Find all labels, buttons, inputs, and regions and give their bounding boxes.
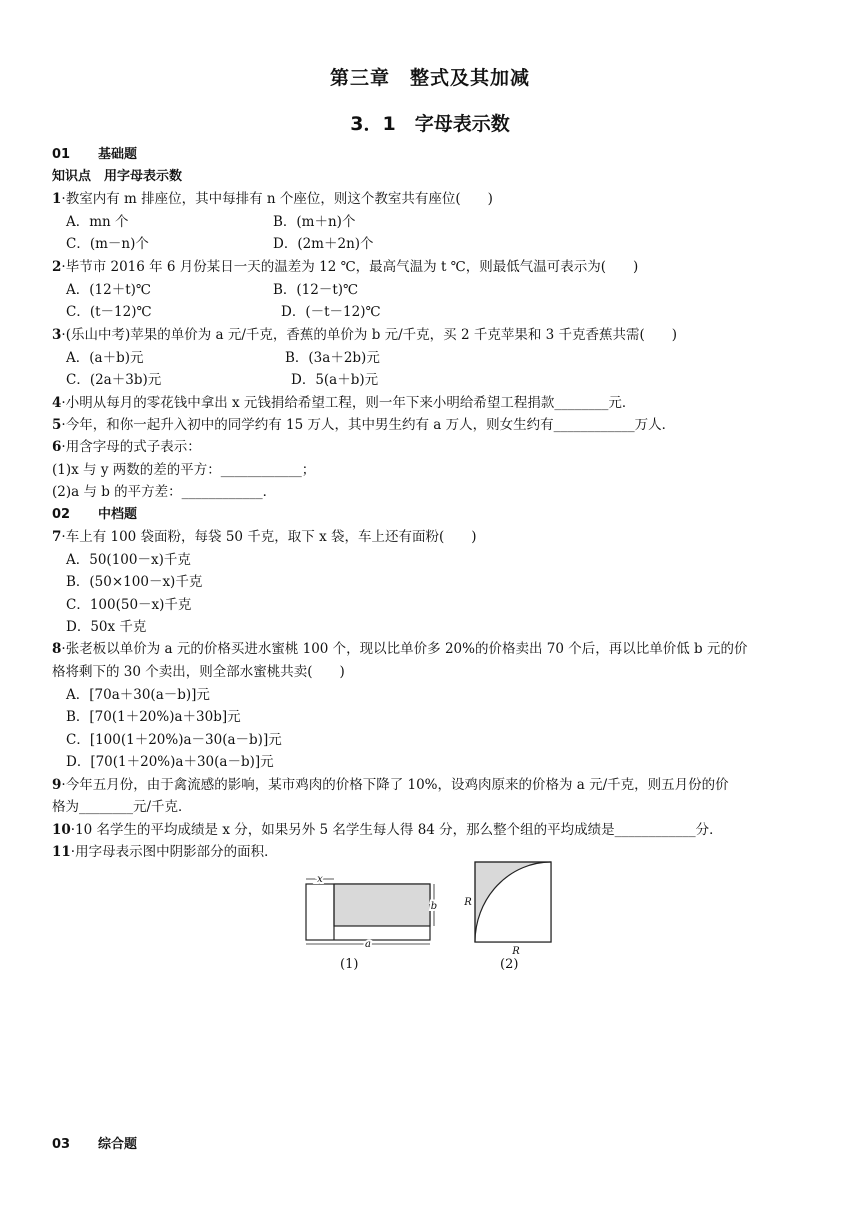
question-3 <box>52 326 677 344</box>
question-text-line-1: ·张老板以单价为 a 元的价格买进水蜜桃 100 个，现以比单价多 20%的价格卖出 70 个后，再以比单价低 b 元的价 <box>61 641 748 657</box>
question-number: 3 <box>52 327 62 343</box>
chapter-title: 第三章 整式及其加减 <box>329 67 530 89</box>
part-label: 中档题 <box>98 507 138 522</box>
part-label: 基础题 <box>98 147 138 162</box>
question-number: 7 <box>52 529 62 545</box>
q8-option-d: D．[70(1＋20%)a＋30(a－b)]元 <box>66 754 274 770</box>
part-basic-heading <box>52 146 137 164</box>
part-number: 01 <box>52 147 71 162</box>
question-10 <box>52 821 723 839</box>
question-text: ·教室内有 m 排座位，其中每排有 n 个座位，则这个教室共有座位( ) <box>61 191 493 207</box>
section-title: 3．1 字母表示数 <box>350 113 510 135</box>
figure-1-caption: (1) <box>340 957 359 972</box>
label-r-bottom: R <box>512 946 520 957</box>
question-text: ·车上有 100 袋面粉，每袋 50 千克，取下 x 袋，车上还有面粉( ) <box>61 529 477 545</box>
question-number: 2 <box>52 259 62 275</box>
q3-option-d: D．5(a＋b)元 <box>291 372 379 388</box>
part-comprehensive-heading <box>52 1136 137 1154</box>
label-r-left: R <box>464 897 472 908</box>
q3-option-a: A．(a＋b)元 <box>66 350 144 366</box>
question-5 <box>52 416 675 434</box>
q7-option-b: B．(50×100－x)千克 <box>66 574 203 590</box>
question-number: 4 <box>52 395 62 411</box>
figure-2-quarter-circle-diagram <box>460 858 560 958</box>
question-8-line-2: 格将剩下的 30 个卖出，则全部水蜜桃共卖( ) <box>52 664 345 680</box>
q1-option-c: C．(m－n)个 <box>66 236 149 252</box>
question-9-line-2: 格为________元/千克． <box>52 799 192 815</box>
question-text: ·用字母表示图中阴影部分的面积． <box>70 844 278 860</box>
question-text: ·(乐山中考)苹果的单价为 a 元/千克，香蕉的单价为 b 元/千克，买 2 千克苹果和 3 千克香蕉共需( ) <box>61 327 678 343</box>
q2-option-a: A．(12＋t)℃ <box>66 282 151 298</box>
q8-option-a: A．[70a＋30(a－b)]元 <box>66 687 210 703</box>
q8-option-c: C．[100(1＋20%)a－30(a－b)]元 <box>66 732 282 748</box>
q1-option-b: B．(m＋n)个 <box>273 214 356 230</box>
q2-option-b: B．(12－t)℃ <box>273 282 359 298</box>
question-text: ·10 名学生的平均成绩是 x 分，如果另外 5 名学生每人得 84 分，那么整个组的平均成绩是____________分． <box>70 822 723 838</box>
figure-2-caption: (2) <box>500 957 519 972</box>
question-number: 11 <box>52 844 71 860</box>
q2-option-c: C．(t－12)℃ <box>66 304 152 320</box>
shaded-rectangle <box>334 884 430 926</box>
question-text: ·毕节市 2016 年 6 月份某日一天的温差为 12 ℃，最高气温为 t ℃，则最低气温可表示为( ) <box>61 259 639 275</box>
q8-option-b: B．[70(1＋20%)a＋30b]元 <box>66 709 241 725</box>
question-text: ·小明从每月的零花钱中拿出 x 元钱捐给希望工程，则一年下来小明给希望工程捐款________元． <box>61 395 636 411</box>
question-8 <box>52 640 747 658</box>
question-9 <box>52 776 729 794</box>
q7-option-a: A．50(100－x)千克 <box>66 552 191 568</box>
question-2 <box>52 258 638 276</box>
question-7 <box>52 528 477 546</box>
knowledge-point: 知识点 用字母表示数 <box>52 169 183 184</box>
question-6 <box>52 438 201 456</box>
question-number: 6 <box>52 439 62 455</box>
label-b: b <box>430 901 438 912</box>
q1-option-a: A．mn 个 <box>66 214 129 230</box>
question-number: 10 <box>52 822 71 838</box>
question-number: 8 <box>52 641 62 657</box>
question-number: 1 <box>52 191 62 207</box>
figure-1-rectangle-diagram <box>300 870 440 948</box>
part-number: 03 <box>52 1137 71 1152</box>
question-4 <box>52 394 635 412</box>
q2-option-d: D．(－t－12)℃ <box>281 304 381 320</box>
part-number: 02 <box>52 507 71 522</box>
label-x: x <box>317 874 323 885</box>
label-a: a <box>365 939 371 948</box>
question-text: ·用含字母的式子表示： <box>61 439 201 455</box>
q7-option-c: C．100(50－x)千克 <box>66 597 192 613</box>
q3-option-b: B．(3a＋2b)元 <box>285 350 380 366</box>
question-1 <box>52 190 493 208</box>
part-label: 综合题 <box>98 1137 138 1152</box>
part-medium-heading <box>52 506 137 524</box>
question-text-line-1: ·今年五月份，由于禽流感的影响，某市鸡肉的价格下降了 10%，设鸡肉原来的价格为 a 元/千克，则五月份的价 <box>61 777 729 793</box>
q3-option-c: C．(2a＋3b)元 <box>66 372 162 388</box>
question-number: 9 <box>52 777 62 793</box>
q7-option-d: D．50x 千克 <box>66 619 147 635</box>
q1-option-d: D．(2m＋2n)个 <box>273 236 374 252</box>
question-number: 5 <box>52 417 62 433</box>
question-text: ·今年，和你一起升入初中的同学约有 15 万人，其中男生约有 a 万人，则女生约有____________万人． <box>61 417 676 433</box>
q6-subquestion-1: (1)x 与 y 两数的差的平方：____________； <box>52 462 316 478</box>
question-11 <box>52 843 278 861</box>
q6-subquestion-2: (2)a 与 b 的平方差：____________． <box>52 484 277 500</box>
